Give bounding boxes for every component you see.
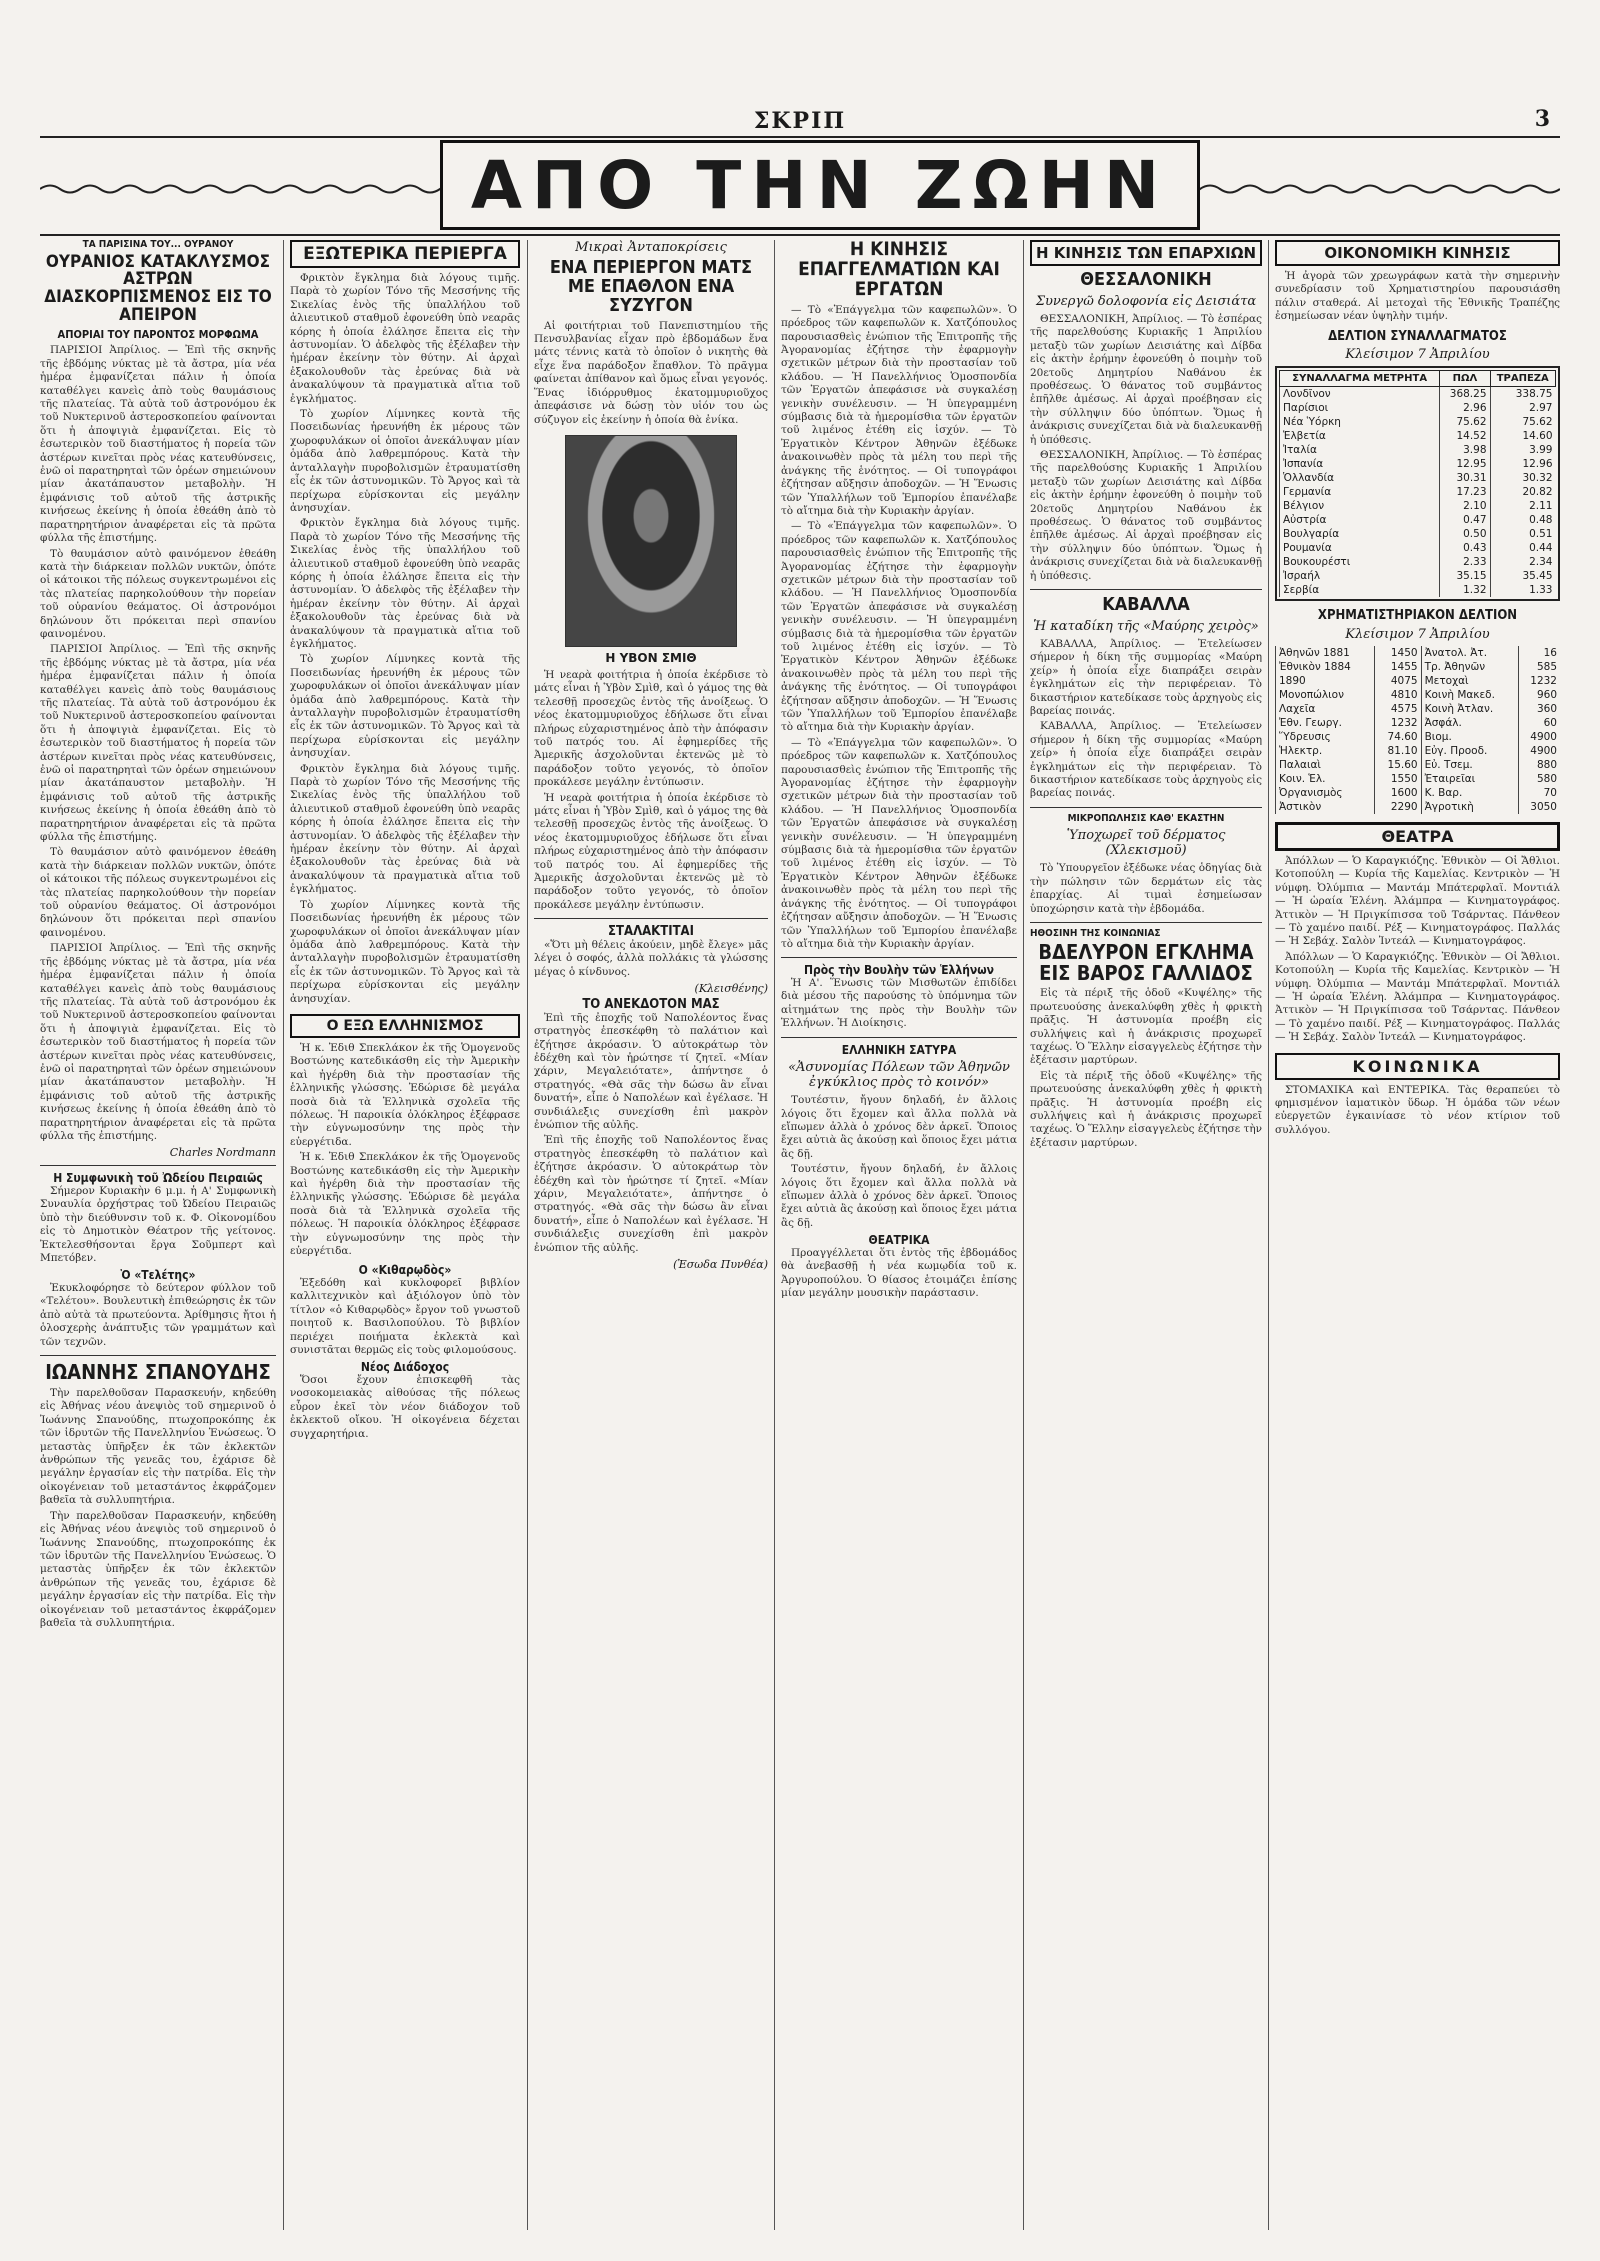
divider: [781, 1037, 1017, 1038]
table-date: Κλείσιμον 7 Ἀπριλίου: [1345, 347, 1490, 363]
section-body: [781, 1094, 1017, 1230]
paragraph: Ἀπόλλων — Ὁ Καραγκιόζης. Ἐθνικὸν — Οἱ Ἄθλιοι. Κοτοπούλη — Κυρία τῆς Καμελίας. Κεντρικὸν — Ἡ νύμφη. Ὀλύμπια — Μαντάμ Μπάτερφλαϊ. Μοντιάλ — Ἡ ὡραία Ἑλένη. Ἀλάμπρα — Κινηματογράφος. Ἀττικὸν — Ἡ Πριγκίπισσα τοῦ Τσάρντας. Πάνθεον — Τὸ χαμένο παιδί. Ρέξ — Κινηματογράφος. Παλλάς — Ἡ Σεβάχ. Σαλὸν Ἰντεάλ — Κινηματογράφος.: [1275, 854, 1560, 948]
table-cell: Ρουμανία: [1280, 541, 1440, 555]
table-cell: 880: [1518, 758, 1560, 772]
section-heading: ΧΡΗΜΑΤΙΣΤΗΡΙΑΚΟΝ ΔΕΛΤΙΟΝ: [1317, 608, 1518, 624]
table-cell: Ὁλλανδία: [1280, 471, 1440, 485]
column-4: [781, 240, 1017, 2235]
section-banner: [40, 140, 1560, 230]
table-cell: 1455: [1375, 660, 1422, 674]
table-cell: Ἀθηνῶν 1881: [1276, 646, 1375, 660]
article-body: [534, 320, 768, 427]
table-cell: 14.60: [1490, 429, 1555, 443]
table-cell: 2.10: [1440, 499, 1490, 513]
table-cell: 4575: [1375, 702, 1422, 716]
section-heading: Η Συμφωνικὴ τοῦ Ὠδείου Πειραιῶς: [53, 1171, 263, 1186]
article-headline: ΕΝΑ ΠΕΡΙΕΡΓΟΝ ΜΑΤΣ ΜΕ ΕΠΑΘΛΟΝ ΕΝΑ ΣΥΖΥΓΟΝ: [549, 257, 753, 316]
divider: [1030, 807, 1262, 808]
paragraph: Φρικτὸν ἔγκλημα διὰ λόγους τιμῆς. Παρὰ τὸ χωρίον Τόνο τῆς Μεσσήνης τῆς Σικελίας ἐνὸς τῆς ὑπαλλήλου τοῦ ἀλιευτικοῦ σταθμοῦ ἐφονεύθη ὑπὸ νεαρᾶς κόρης ἡ ὁποία ἐλάλησε ἔπειτα εἰς τὴν ἀστυνομίαν. Ὁ ἀδελφὸς τῆς ἐξέλαβεν τὴν ἡμέραν ἐκείνην τὸν θύτην. Αἱ ἀρχαὶ ἐξακολουθοῦν τὰς ἐρεύνας διὰ νὰ ἀνακαλύψουν τὰ πραγματικὰ αἴτια τοῦ ἐγκλήματος.: [290, 517, 520, 650]
table-cell: Γερμανία: [1280, 485, 1440, 499]
table-cell: 16: [1518, 646, 1560, 660]
column-divider: [1023, 240, 1024, 2230]
table-cell: 4810: [1375, 688, 1422, 702]
table-cell: 0.48: [1490, 513, 1555, 527]
table-cell: 1890: [1276, 674, 1375, 688]
table-cell: Σερβία: [1280, 583, 1440, 597]
section-heading: Ὁ «Τελέτης»: [120, 1268, 196, 1283]
section-subheading: «Ἀσυνομίας Πόλεων τῶν Ἀθηνῶν ἐγκύκλιος πρὸς τὸ κοινόν»: [788, 1060, 1010, 1091]
table-header-cell: ΤΡΑΠΕΖΑ: [1490, 371, 1555, 387]
paper-name: ΣΚΡΙΠ: [753, 108, 847, 134]
column-5: [1030, 240, 1262, 2235]
paragraph: Φρικτὸν ἔγκλημα διὰ λόγους τιμῆς. Παρὰ τὸ χωρίον Τόνο τῆς Μεσσήνης τῆς Σικελίας ἐνὸς τῆς ὑπαλλήλου τοῦ ἀλιευτικοῦ σταθμοῦ ἐφονεύθη ὑπὸ νεαρᾶς κόρης ἡ ὁποία ἐλάλησε ἔπειτα εἰς τὴν ἀστυνομίαν. Ὁ ἀδελφὸς τῆς ἐξέλαβεν τὴν ἡμέραν ἐκείνην τὸν θύτην. Αἱ ἀρχαὶ ἐξακολουθοῦν τὰς ἐρεύνας διὰ νὰ ἀνακαλύψουν τὰ πραγματικὰ αἴτια τοῦ ἐγκλήματος.: [290, 762, 520, 896]
table-cell: Ἀγροτικὴ: [1421, 800, 1518, 814]
section-subheading: Συνεργῶ δολοφονία εἰς Δεισιάτα: [1035, 293, 1257, 309]
table-cell: Λονδῖνον: [1280, 387, 1440, 402]
section-body: [781, 1247, 1017, 1301]
table-cell: Νέα Ὑόρκη: [1280, 415, 1440, 429]
table-cell: Ἰσπανία: [1280, 457, 1440, 471]
table-cell: 2.33: [1440, 555, 1490, 569]
paragraph: Ἐξεδόθη καὶ κυκλοφορεῖ βιβλίον καλλιτεχνικὸν καὶ ἀξιόλογον ὑπὸ τὸν τίτλον «ὁ Κιθαρῳδὸς» ἔργον τοῦ γνωστοῦ ποιητοῦ κ. Βασιλοπούλου. Τὸ βιβλίον περιέχει ποιήματα ἐκλεκτὰ καὶ συνιστᾶται θερμῶς εἰς τοὺς φιλομούσους.: [290, 1277, 520, 1357]
section-box-heading: Ο ΕΞΩ ΕΛΛΗΝΙΣΜΟΣ: [290, 1014, 520, 1038]
paragraph: Τὸ χωρίον Λίμνηκες κοντὰ τῆς Ποσειδωνίας ἠρευνήθη ἐκ μέρους τῶν χωροφυλάκων οἱ ὁποῖοι ἀνεκάλυψαν μίαν ὁμάδα ἀπὸ λαθρεμπόρους. Κατὰ τὴν ἀνταλλαγὴν πυροβολισμῶν ἐτραυματίσθη εἷς ἐκ τῶν ἀστυνομικῶν. Τὸ Ἄργος καὶ τὰ περίχωρα εὑρίσκονται εἰς μεγάλην ἀνησυχίαν.: [290, 898, 520, 1005]
table-row: [1280, 541, 1556, 555]
paragraph: — Τὸ «Ἐπάγγελμα τῶν καφεπωλῶν». Ὁ πρόεδρος τῶν καφεπωλῶν κ. Χατζόπουλος παρουσιασθεὶς ἐνώπιον τῆς Ἐπιτροπῆς τῆς Ἀγορανομίας ἐζήτησε τὴν ἐφαρμογὴν σχετικῶν μέτρων διὰ τὴν προστασίαν τοῦ κλάδου. — Ἡ Πανελλήνιος Ὁμοσπονδία τῶν Ἐργατῶν ἀπεφάσισε νὰ συγκαλέσῃ γενικὴν συνέλευσιν. — Ἡ ὑπεγραμμένη σύμβασις διὰ τὰ ἡμερομίσθια τῶν ἐργατῶν τοῦ λιμένος ἐτέθη εἰς ἰσχύν. — Τὸ Ἐργατικὸν Κέντρον Ἀθηνῶν ἐξέδωκε ἀνακοινωθὲν πρὸς τὰ μέλη του περὶ τῆς ἀνάγκης τῆς ἑνότητος. — Οἱ τυπογράφοι ἐζήτησαν αὔξησιν ἀποδοχῶν. — Ἡ Ἕνωσις τῶν Ὑπαλλήλων τοῦ Ἐμπορίου ἐπανέλαβε τὸ αἴτημα διὰ τὴν Κυριακὴν ἀργίαν.: [781, 520, 1017, 734]
section-body: [40, 1282, 276, 1349]
table-row: [1280, 429, 1556, 443]
divider: [1030, 922, 1262, 923]
table-cell: 15.60: [1375, 758, 1422, 772]
paragraph: Ἐπὶ τῆς ἐποχῆς τοῦ Ναπολέοντος ἕνας στρατηγὸς ἐπεσκέφθη τὸ παλάτιον καὶ ἐζήτησε ἀκρόασιν. Ὁ αὐτοκράτωρ τὸν ἐδέχθη καὶ τὸν ἠρώτησε τί ζητεῖ. «Μίαν χάριν, Μεγαλειότατε», ἀπήντησε ὁ στρατηγός. «Θὰ σᾶς τὴν δώσω ἂν εἶναι δυνατή», εἶπε ὁ Ναπολέων καὶ ἐγέλασε. Ἡ συνδιάλεξις συνεχίσθη ἐπὶ μακρὸν ἐνώπιον τῆς αὐλῆς.: [534, 1134, 768, 1254]
paragraph: Τὸ θαυμάσιον αὐτὸ φαινόμενον ἐθεάθη κατὰ τὴν διάρκειαν πολλῶν νυκτῶν, ὁπότε οἱ κάτοικοι τῆς πόλεως συγκεντρωμένοι εἰς τὰς πλατείας παρηκολούθουν τὴν πορείαν τοῦ οὐρανίου θεάματος. Οἱ ἀστρονόμοι δηλώνουν ὅτι πρόκειται περὶ σπανίου φαινομένου.: [40, 846, 276, 939]
paragraph: Εἰς τὰ πέριξ τῆς ὁδοῦ «Κυψέλης» τῆς πρωτευούσης ἀνεκαλύφθη χθὲς ἡ φρικτὴ πρᾶξις. Ἡ ἀστυνομία προέβη εἰς συλλήψεις καὶ ἡ ἀνάκρισις προχωρεῖ ταχέως. Ὁ Ἕλλην εἰσαγγελεὺς ἐζήτησε τὴν ἐξέτασιν μαρτύρων.: [1030, 987, 1262, 1067]
obituary-body: [40, 1387, 276, 1630]
article-body: [781, 304, 1017, 952]
table-cell: Μονοπώλιον: [1276, 688, 1375, 702]
section-box-heading: Η ΚΙΝΗΣΙΣ ΤΩΝ ΕΠΑΡΧΙΩΝ: [1030, 240, 1262, 266]
table-cell: 0.51: [1490, 527, 1555, 541]
table-cell: 35.15: [1440, 569, 1490, 583]
table-cell: Ἐθν. Γεωργ.: [1276, 716, 1375, 730]
paragraph: Προαγγέλλεται ὅτι ἐντὸς τῆς ἑβδομάδος θὰ ἀνεβασθῇ ἡ νέα κωμῳδία τοῦ κ. Ἀργυροπούλου. Ὁ θίασος ἑτοιμάζει ἐπίσης μίαν μεγάλην μουσικὴν παράστασιν.: [781, 1246, 1017, 1299]
table-cell: Κοινὴ Μακεδ.: [1421, 688, 1518, 702]
paragraph: Φρικτὸν ἔγκλημα διὰ λόγους τιμῆς. Παρὰ τὸ χωρίον Τόνο τῆς Μεσσήνης τῆς Σικελίας ἐνὸς τῆς ὑπαλλήλου τοῦ ἀλιευτικοῦ σταθμοῦ ἐφονεύθη ὑπὸ νεαρᾶς κόρης ἡ ὁποία ἐλάλησε ἔπειτα εἰς τὴν ἀστυνομίαν. Ὁ ἀδελφὸς τῆς ἐξέλαβεν τὴν ἡμέραν ἐκείνην τὸν θύτην. Αἱ ἀρχαὶ ἐξακολουθοῦν τὰς ἐρεύνας διὰ νὰ ἀνακαλύψουν τὰ πραγματικὰ αἴτια τοῦ ἐγκλήματος.: [290, 272, 520, 405]
table-cell: Ὀργανισμὸς: [1276, 786, 1375, 800]
table-cell: 1600: [1375, 786, 1422, 800]
table-cell: 2.34: [1490, 555, 1555, 569]
table-row: [1280, 443, 1556, 457]
divider: [1030, 589, 1262, 590]
table-cell: Ἡλεκτρ.: [1276, 744, 1375, 758]
table-cell: Αὐστρία: [1280, 513, 1440, 527]
table-row: [1280, 513, 1556, 527]
divider: [40, 1355, 276, 1356]
paragraph: Τὸ θαυμάσιον αὐτὸ φαινόμενον ἐθεάθη κατὰ τὴν διάρκειαν πολλῶν νυκτῶν, ὁπότε οἱ κάτοικοι τῆς πόλεως συγκεντρωμένοι εἰς τὰς πλατείας παρηκολούθουν τὴν πορείαν τοῦ οὐρανίου θεάματος. Οἱ ἀστρονόμοι δηλώνουν ὅτι πρόκειται περὶ σπανίου φαινομένου.: [40, 547, 276, 640]
article-kicker: Μικραὶ Ἀνταποκρίσεις: [575, 240, 727, 255]
section-heading: ΣΤΑΛΑΚΤΙΤΑΙ: [608, 924, 694, 940]
paragraph: Ἡ νεαρὰ φοιτήτρια ἡ ὁποία ἐκέρδισε τὸ μάτς εἶναι ἡ Ὑβὸν Σμὶθ, καὶ ὁ γάμος της θὰ τελεσθῇ προσεχῶς ἐντὸς τῆς ἀνοίξεως. Ὁ νέος ἑκατομμυριοῦχος ἐδήλωσε ὅτι εἶναι πλήρως εὐχαριστημένος ἀπὸ τὴν ἀπόφασιν τοῦ πατρός του. Αἱ ἐφημερίδες τῆς Ἀμερικῆς ἀσχολοῦνται ἐκτενῶς μὲ τὸ παράδοξον τοῦτο γεγονός, τὸ ὁποῖον προκάλεσε μεγάλην ἐντύπωσιν.: [534, 668, 768, 789]
paragraph: ΚΑΒΑΛΛΑ, Ἀπρίλιος. — Ἐτελείωσεν σήμερον ἡ δίκη τῆς συμμορίας «Μαύρη χείρ» ἡ ὁποία εἶχε διαπράξει σειρὰν ἐγκλημάτων εἰς τὴν περιφέρειαν. Τὸ δικαστήριον κατεδίκασε τοὺς ἀρχηγοὺς εἰς βαρείας ποινάς.: [1030, 720, 1262, 800]
section-heading: ΚΑΒΑΛΛΑ: [1102, 594, 1190, 616]
column-divider: [1268, 240, 1269, 2230]
portrait-photo: [565, 435, 737, 647]
table-cell: 30.31: [1440, 471, 1490, 485]
column-divider: [774, 240, 775, 2230]
paragraph: Τὴν παρελθοῦσαν Παρασκευήν, κηδεύθη εἰς Ἀθήνας νέου ἀνεψιὸς τοῦ σημερινοῦ ὁ Ἰωάννης Σπανούδης, πτωχοπροκόπης ἐκ τῶν ἱδρυτῶν τῆς Πανελληνίου Ἑνώσεως. Ὁ μεταστὰς ὑπῆρξεν ἐκ τῶν ἐκλεκτῶν ἀνθρώπων τῆς γενεᾶς του, ἐχάρισε δὲ μεγάλην ἐργασίαν εἰς τὴν πατρίδα. Εἰς τὴν οἰκογένειαν τοῦ μεταστάντος ἐκφράζομεν βαθεῖα τὰ συλλυπητήρια.: [40, 1509, 276, 1629]
paragraph: Ἐκυκλοφόρησε τὸ δεύτερον φύλλον τοῦ «Τελέτου». Βουλευτικὴ ἐπιθεώρησις ἐκ τῶν ἀπὸ αὐτὰ τὰ πρωτεύοντα. Ἀρίθμησις ἤτοι ἡ ὁλοσχερὴς ἀνάπτυξις τῶν γραμμάτων καὶ τῶν τεχνῶν.: [40, 1282, 276, 1348]
section-subheading: Ἡ καταδίκη τῆς «Μαύρης χειρὸς»: [1033, 618, 1259, 634]
section-heading: Ο «Κιθαρῳδὸς»: [358, 1263, 452, 1278]
paragraph: Ὅσοι ἔχουν ἐπισκεφθῆ τὰς νοσοκομειακὰς αἰθούσας τῆς πόλεως εὗρον ἐκεῖ τὸν νέον διάδοχον τοῦ ἐκλεκτοῦ οἴκου. Ἡ οἰκογένεια δέχεται συγχαρητήρια.: [290, 1374, 520, 1440]
paragraph: Τὸ Ὑπουργεῖον ἐξέδωκε νέας ὁδηγίας διὰ τὴν πώλησιν τῶν δερμάτων εἰς τὰς ἐπαρχίας. Αἱ τιμαὶ ἐσημείωσαν ὑποχώρησιν κατὰ τὴν ἑβδομάδα.: [1030, 862, 1262, 915]
author-signature: (Ἐσωδα Πυνθέα): [673, 1258, 768, 1272]
table-row: [1276, 688, 1561, 702]
table-row: [1280, 485, 1556, 499]
table-row: [1276, 772, 1561, 786]
stock-table: [1275, 646, 1560, 814]
banner-title: ΑΠΟ ΤΗΝ ΖΩΗΝ: [440, 140, 1200, 230]
table-row: [1276, 730, 1561, 744]
table-row: [1276, 702, 1561, 716]
photo-caption: Η ΥΒΟΝ ΣΜΙΘ: [605, 650, 697, 665]
table-cell: 580: [1518, 772, 1560, 786]
paragraph: Σήμερον Κυριακὴν 6 μ.μ. ἡ Α' Συμφωνικὴ Συναυλία ὀρχήστρας τοῦ Ὠδείου Πειραιῶς ὑπὸ τὴν διεύθυνσιν τοῦ κ. Φ. Οἰκονομίδου εἰς τὸ Δημοτικὸν Θέατρον τῆς γείτονος. Ἐκτελεσθήσονται ἔργα Σοῦμπερτ καὶ Μπετόβεν.: [40, 1184, 276, 1265]
article-headline: Η ΚΙΝΗΣΙΣ ΕΠΑΓΓΕΛΜΑΤΙΩΝ ΚΑΙ ΕΡΓΑΤΩΝ: [798, 240, 1000, 300]
table-cell: 74.60: [1375, 730, 1422, 744]
paragraph: Ἡ νεαρὰ φοιτήτρια ἡ ὁποία ἐκέρδισε τὸ μάτς εἶναι ἡ Ὑβὸν Σμὶθ, καὶ ὁ γάμος της θὰ τελεσθῇ προσεχῶς ἐντὸς τῆς ἀνοίξεως. Ὁ νέος ἑκατομμυριοῦχος ἐδήλωσε ὅτι εἶναι πλήρως εὐχαριστημένος ἀπὸ τὴν ἀπόφασιν τοῦ πατρός του. Αἱ ἐφημερίδες τῆς Ἀμερικῆς ἀσχολοῦνται ἐκτενῶς μὲ τὸ παράδοξον τοῦτο γεγονός, τὸ ὁποῖον προκάλεσε μεγάλην ἐντύπωσιν.: [534, 791, 768, 911]
table-cell: Λαχεῖα: [1276, 702, 1375, 716]
paragraph: ΣΤΟΜΑΧΙΚΑ καὶ ΕΝΤΕΡΙΚΑ. Τὰς θεραπεύει τὸ φημισμένον ἰαματικὸν ὕδωρ. Ἡ ὁμάδα τῶν νέων εὐεργετῶν ἐγκαινίασε τὸ νέον κτίριον τοῦ συλλόγου.: [1275, 1083, 1560, 1136]
section-heading: ΕΛΛΗΝΙΚΗ ΣΑΤΥΡΑ: [841, 1042, 957, 1057]
paragraph: «Ὅτι μὴ θέλεις ἀκούειν, μηδὲ ἔλεγε» μᾶς λέγει ὁ σοφός, ἀλλὰ πολλάκις τὰ γλώσσης μέγας ὁ κίνδυνος.: [534, 938, 768, 978]
table-cell: 1450: [1375, 646, 1422, 660]
section-heading: Πρὸς τὴν Βουλὴν τῶν Ἑλλήνων: [804, 963, 994, 978]
section-body: [1275, 855, 1560, 1045]
table-row: [1280, 387, 1556, 402]
table-row: [1276, 674, 1561, 688]
table-cell: Κ. Βαρ.: [1421, 786, 1518, 800]
table-row: [1276, 800, 1561, 814]
table-cell: 3.99: [1490, 443, 1555, 457]
article-headline: ΒΔΕΛΥΡΟΝ ΕΓΚΛΗΜΑ ΕΙΣ ΒΑΡΟΣ ΓΑΛΛΙΔΟΣ: [1038, 940, 1254, 986]
exchange-table: [1279, 370, 1556, 597]
table-cell: 360: [1518, 702, 1560, 716]
author-signature: (Κλεισθένης): [694, 982, 768, 996]
section-heading: ΔΕΛΤΙΟΝ ΣΥΝΑΛΛΑΓΜΑΤΟΣ: [1328, 328, 1507, 344]
paragraph: ΠΑΡΙΣΙΟΙ Ἀπρίλιος. — Ἐπὶ τῆς σκηνῆς τῆς ἐβδόμης νύκτας μὲ τὰ ἄστρα, μία νέα ἡμέρα ἐμφανίζεται πάλιν ἡ ὁποία καταθέλγει κανεὶς ἀπὸ τοὺς θαυμάσιους τῆς πλατείας. Τὰ αὐτὰ τοῦ ἀστρονόμου ἐκ τοῦ Νυκτερινοῦ ἀστεροσκοπείου φαίνονται ὅτι ἡ ἀποψιγιὰ ἐμφανίζεται. Εἰς τὸ ἐσωτερικὸν τοῦ διαστήματος ἡ πορεία τῶν ἀστέρων κινεῖται πρὸς νέας κατευθύνσεις, ἐνῶ οἱ παρατηρηταὶ τῶν ὀρέων σημειώνουν μίαν ἀκατάπαυστον μεταβολὴν. Ἡ ἐμφάνισις τοῦ αὐτοῦ τῆς ἁστρικῆς κινήσεως ἐκείνης ἡ ὁποία ἐθεάθη ἀπὸ τὸ παρατηρητήριον ἀναφέρεται εἰς τὰ πρῶτα φύλλα τῆς ἐπιστήμης.: [40, 942, 276, 1142]
table-cell: Ἀσφάλ.: [1421, 716, 1518, 730]
table-cell: 12.96: [1490, 457, 1555, 471]
column-1: [40, 240, 276, 2235]
table-cell: Παρίσιοι: [1280, 401, 1440, 415]
section-body: [290, 1042, 520, 1259]
table-cell: Κοινὴ Ἀτλαν.: [1421, 702, 1518, 716]
section-body: [290, 1277, 520, 1357]
table-row: [1280, 555, 1556, 569]
paragraph: Ἡ Α'. Ἕνωσις τῶν Μισθωτῶν ἐπιδίδει διὰ μέσου τῆς παρούσης τὸ ὑπόμνημα τῶν αἰτημάτων της πρὸς τὴν Βουλὴν τῶν Ἑλλήνων. Ἡ Διοίκησις.: [781, 976, 1017, 1030]
paragraph: Τὸ χωρίον Λίμνηκες κοντὰ τῆς Ποσειδωνίας ἠρευνήθη ἐκ μέρους τῶν χωροφυλάκων οἱ ὁποῖοι ἀνεκάλυψαν μίαν ὁμάδα ἀπὸ λαθρεμπόρους. Κατὰ τὴν ἀνταλλαγὴν πυροβολισμῶν ἐτραυματίσθη εἷς ἐκ τῶν ἀστυνομικῶν. Τὸ Ἄργος καὶ τὰ περίχωρα εὑρίσκονται εἰς μεγάλην ἀνησυχίαν.: [290, 408, 520, 514]
table-cell: 60: [1518, 716, 1560, 730]
running-head: [40, 108, 1560, 138]
paragraph: Εἰς τὰ πέριξ τῆς ὁδοῦ «Κυψέλης» τῆς πρωτευούσης ἀνεκαλύφθη χθὲς ἡ φρικτὴ πρᾶξις. Ἡ ἀστυνομία προέβη εἰς συλλήψεις καὶ ἡ ἀνάκρισις προχωρεῖ ταχέως. Ὁ Ἕλλην εἰσαγγελεὺς ἐζήτησε τὴν ἐξέτασιν μαρτύρων.: [1030, 1069, 1262, 1149]
page-number: 3: [1534, 106, 1550, 132]
table-cell: 81.10: [1375, 744, 1422, 758]
table-row: [1280, 457, 1556, 471]
article-kicker: ΤΑ ΠΑΡΙΣΙΝΑ ΤΟΥ... ΟΥΡΑΝΟΥ: [82, 240, 234, 250]
article-kicker: ΗΘΟΣΙΝΗ ΤΗΣ ΚΟΙΝΩΝΙΑΣ: [1030, 927, 1161, 939]
column-divider: [527, 240, 528, 2230]
table-cell: Ἰσραήλ: [1280, 569, 1440, 583]
table-cell: Ἑλβετία: [1280, 429, 1440, 443]
table-cell: 1232: [1518, 674, 1560, 688]
section-heading: Νέος Διάδοχος: [360, 1360, 450, 1375]
table-cell: 20.82: [1490, 485, 1555, 499]
table-cell: 70: [1518, 786, 1560, 800]
column-divider: [283, 240, 284, 2230]
divider: [534, 918, 768, 919]
section-body: [1275, 1084, 1560, 1138]
table-cell: 17.23: [1440, 485, 1490, 499]
table-cell: 2.96: [1440, 401, 1490, 415]
section-box-heading: ΘΕΑΤΡΑ: [1275, 822, 1560, 851]
author-signature: Charles Nordmann: [169, 1146, 276, 1160]
table-cell: 2290: [1375, 800, 1422, 814]
table-cell: 1550: [1375, 772, 1422, 786]
table-row: [1280, 471, 1556, 485]
paragraph: Αἱ φοιτήτριαι τοῦ Πανεπιστημίου τῆς Πενσυλβανίας εἶχαν πρὸ ἑβδομάδων ἕνα μάτς τέννις κατὰ τὸ ὁποῖον ὁ νικητὴς θὰ εἶχε ἕνα παράδοξον ἔπαθλον. Τὸ πρᾶγμα φαίνεται ἀπίθανον καὶ ὅμως εἶναι γεγονός. Ἕνας ἰδιόρρυθμος ἑκατομμυριοῦχος ἀπεφάσισε νὰ δώσῃ τὸν υἱόν του ὡς σύζυγον εἰς ἐκείνην ἡ ὁποία θὰ ἐνίκα.: [534, 319, 768, 426]
section-subheading: Ὑποχωρεῖ τοῦ δέρματος (Χλεκισμοῦ): [1066, 828, 1226, 859]
table-header-cell: ΠΩΛ: [1440, 371, 1490, 387]
table-row: [1276, 758, 1561, 772]
paragraph: Τουτέστιν, ἤγουν δηλαδή, ἐν ἄλλοις λόγοις ὅτι ἔχομεν καὶ ἄλλα πολλὰ νὰ εἴπωμεν ἀλλὰ ὁ χρόνος δὲν ἀρκεῖ. Ὅποιος ἔχει αὐτιὰ ἂς ἀκούσῃ καὶ ὅποιος ἔχει μάτια ἂς δῇ.: [781, 1163, 1017, 1229]
table-cell: 1232: [1375, 716, 1422, 730]
table-row: [1276, 660, 1561, 674]
table-row: [1276, 646, 1561, 660]
divider: [40, 1165, 276, 1166]
section-box-heading: ΕΞΩΤΕΡΙΚΑ ΠΕΡΙΕΡΓΑ: [290, 240, 520, 268]
table-cell: 3050: [1518, 800, 1560, 814]
table-cell: Τρ. Ἀθηνῶν: [1421, 660, 1518, 674]
article-headline: ΟΥΡΑΝΙΟΣ ΚΑΤΑΚΛΥΣΜΟΣ ΑΣΤΡΩΝ ΔΙΑΣΚΟΡΠΙΣΜΕΝΟΣ ΕΙΣ ΤΟ ΑΠΕΙΡΟΝ: [44, 251, 272, 326]
table-row: [1280, 415, 1556, 429]
table-cell: 4900: [1518, 730, 1560, 744]
table-cell: 4900: [1518, 744, 1560, 758]
paragraph: Τουτέστιν, ἤγουν δηλαδή, ἐν ἄλλοις λόγοις ὅτι ἔχομεν καὶ ἄλλα πολλὰ νὰ εἴπωμεν ἀλλὰ ὁ χρόνος δὲν ἀρκεῖ. Ὅποιος ἔχει αὐτιὰ ἂς ἀκούσῃ καὶ ὅποιος ἔχει μάτια ἂς δῇ.: [781, 1094, 1017, 1160]
paragraph: Ἐπὶ τῆς ἐποχῆς τοῦ Ναπολέοντος ἕνας στρατηγὸς ἐπεσκέφθη τὸ παλάτιον καὶ ἐζήτησε ἀκρόασιν. Ὁ αὐτοκράτωρ τὸν ἐδέχθη καὶ τὸν ἠρώτησε τί ζητεῖ. «Μίαν χάριν, Μεγαλειότατε», ἀπήντησε ὁ στρατηγός. «Θὰ σᾶς τὴν δώσω ἂν εἶναι δυνατή», εἶπε ὁ Ναπολέων καὶ ἐγέλασε. Ἡ συνδιάλεξις συνεχίσθη ἐπὶ μακρὸν ἐνώπιον τῆς αὐλῆς.: [534, 1011, 768, 1131]
column-3: [534, 240, 768, 2235]
section-heading: ΜΙΚΡΟΠΩΛΗΣΙΣ ΚΑΘ' ΕΚΑΣΤΗΝ: [1067, 812, 1225, 824]
paragraph: ΘΕΣΣΑΛΟΝΙΚΗ, Ἀπρίλιος. — Τὸ ἑσπέρας τῆς παρελθούσης Κυριακῆς 1 Ἀπριλίου μεταξὺ τῶν χωρίων Δεισιάτης καὶ Δίβδα εἰς ἀκτὴν ἐρήμην ἐφονεύθη ὁ ποιμὴν τοῦ 20ετοῦς Δημητρίου Ναθάνου ἐκ προθέσεως. Ὁ θάνατος τοῦ συμβάντος ἐπῆλθε ἀμέσως. Αἱ ἀρχαὶ προέβησαν εἰς τὴν σύλληψιν δύο ὑπόπτων. Ὅμως ἡ ἀνάκρισις συνεχίζεται διὰ νὰ διαλευκανθῇ ἡ ὑπόθεσις.: [1030, 312, 1262, 446]
table-row: [1280, 583, 1556, 597]
section-body: [1030, 638, 1262, 801]
table-cell: 75.62: [1440, 415, 1490, 429]
masthead-rule: [40, 136, 1560, 138]
paragraph: ΠΑΡΙΣΙΟΙ Ἀπρίλιος. — Ἐπὶ τῆς σκηνῆς τῆς ἐβδόμης νύκτας μὲ τὰ ἄστρα, μία νέα ἡμέρα ἐμφανίζεται πάλιν ἡ ὁποία καταθέλγει κανεὶς ἀπὸ τοὺς θαυμάσιους τῆς πλατείας. Τὰ αὐτὰ τοῦ ἀστρονόμου ἐκ τοῦ Νυκτερινοῦ ἀστεροσκοπείου φαίνονται ὅτι ἡ ἀποψιγιὰ ἐμφανίζεται. Εἰς τὸ ἐσωτερικὸν τοῦ διαστήματος ἡ πορεία τῶν ἀστέρων κινεῖται πρὸς νέας κατευθύνσεις, ἐνῶ οἱ παρατηρηταὶ τῶν ὀρέων σημειώνουν μίαν ἀκατάπαυστον μεταβολὴν. Ἡ ἐμφάνισις τοῦ αὐτοῦ τῆς ἁστρικῆς κινήσεως ἐκείνης ἡ ὁποία ἐθεάθη ἀπὸ τὸ παρατηρητήριον ἀναφέρεται εἰς τὰ πρῶτα φύλλα τῆς ἐπιστήμης.: [40, 643, 276, 844]
table-cell: 3.98: [1440, 443, 1490, 457]
paragraph: — Τὸ «Ἐπάγγελμα τῶν καφεπωλῶν». Ὁ πρόεδρος τῶν καφεπωλῶν κ. Χατζόπουλος παρουσιασθεὶς ἐνώπιον τῆς Ἐπιτροπῆς τῆς Ἀγορανομίας ἐζήτησε τὴν ἐφαρμογὴν σχετικῶν μέτρων διὰ τὴν προστασίαν τοῦ κλάδου. — Ἡ Πανελλήνιος Ὁμοσπονδία τῶν Ἐργατῶν ἀπεφάσισε νὰ συγκαλέσῃ γενικὴν συνέλευσιν. — Ἡ ὑπεγραμμένη σύμβασις διὰ τὰ ἡμερομίσθια τῶν ἐργατῶν τοῦ λιμένος ἐτέθη εἰς ἰσχύν. — Τὸ Ἐργατικὸν Κέντρον Ἀθηνῶν ἐξέδωκε ἀνακοινωθὲν πρὸς τὰ μέλη του περὶ τῆς ἀνάγκης τῆς ἑνότητος. — Οἱ τυπογράφοι ἐζήτησαν αὔξησιν ἀποδοχῶν. — Ἡ Ἕνωσις τῶν Ὑπαλλήλων τοῦ Ἐμπορίου ἐπανέλαβε τὸ αἴτημα διὰ τὴν Κυριακὴν ἀργίαν.: [781, 736, 1017, 950]
table-cell: Ἐθνικὸν 1884: [1276, 660, 1375, 674]
table-header-cell: ΣΥΝΑΛΛΑΓΜΑ ΜΕΤΡΗΤΑ: [1280, 371, 1440, 387]
section-heading: ΘΕΣΣΑΛΟΝΙΚΗ: [1080, 269, 1212, 290]
table-cell: 14.52: [1440, 429, 1490, 443]
table-cell: 585: [1518, 660, 1560, 674]
article-body: [40, 344, 276, 1143]
paragraph: ΘΕΣΣΑΛΟΝΙΚΗ, Ἀπρίλιος. — Τὸ ἑσπέρας τῆς παρελθούσης Κυριακῆς 1 Ἀπριλίου μεταξὺ τῶν χωρίων Δεισιάτης καὶ Δίβδα εἰς ἀκτὴν ἐρήμην ἐφονεύθη ὁ ποιμὴν τοῦ 20ετοῦς Δημητρίου Ναθάνου ἐκ προθέσεως. Ὁ θάνατος τοῦ συμβάντος ἐπῆλθε ἀμέσως. Αἱ ἀρχαὶ προέβησαν εἰς τὴν σύλληψιν δύο ὑπόπτων. Ὅμως ἡ ἀνάκρισις συνεχίζεται διὰ νὰ διαλευκανθῇ ἡ ὑπόθεσις.: [1030, 448, 1262, 582]
table-cell: Βιομ.: [1421, 730, 1518, 744]
paragraph: Ἡ κ. Ἐδιθ Σπεκλάκον ἐκ τῆς Ὁμογενοῦς Βοστώνης κατεδικάσθη εἰς τὴν Ἀμερικὴν καὶ ἠγέρθη διὰ τὴν προστασίαν τῆς ἑλληνικῆς γλώσσης. Ἐδώρισε δὲ μεγάλα ποσὰ διὰ τὰ Ἑλληνικὰ σχολεῖα τῆς πόλεως. Ἡ παροικία ὁλόκληρος ἐξέφρασε τὴν εὐγνωμοσύνην της πρὸς τὴν εὐεργέτιδα.: [290, 1151, 520, 1258]
exchange-table-frame: [1275, 366, 1560, 601]
section-body: [290, 272, 520, 1006]
table-cell: 368.25: [1440, 387, 1490, 402]
section-body: [40, 1185, 276, 1265]
section-box-heading: ΚΟΙΝΩΝΙΚΑ: [1275, 1053, 1560, 1080]
table-cell: 0.44: [1490, 541, 1555, 555]
section-body: [1275, 270, 1560, 324]
table-cell: 35.45: [1490, 569, 1555, 583]
obituary-heading: ΙΩΑΝΝΗΣ ΣΠΑΝΟΥΔΗΣ: [45, 1360, 271, 1385]
table-cell: 12.95: [1440, 457, 1490, 471]
table-cell: 0.43: [1440, 541, 1490, 555]
table-cell: Ὕδρευσις: [1276, 730, 1375, 744]
table-cell: 2.11: [1490, 499, 1555, 513]
article-body: [534, 669, 768, 912]
table-row: [1276, 786, 1561, 800]
column-2: [290, 240, 520, 2235]
table-cell: Βουκουρέστι: [1280, 555, 1440, 569]
divider: [781, 957, 1017, 958]
section-body: [290, 1374, 520, 1441]
table-cell: 0.50: [1440, 527, 1490, 541]
paragraph: Ἀπόλλων — Ὁ Καραγκιόζης. Ἐθνικὸν — Οἱ Ἄθλιοι. Κοτοπούλη — Κυρία τῆς Καμελίας. Κεντρικὸν — Ἡ νύμφη. Ὀλύμπια — Μαντάμ Μπάτερφλαϊ. Μοντιάλ — Ἡ ὡραία Ἑλένη. Ἀλάμπρα — Κινηματογράφος. Ἀττικὸν — Ἡ Πριγκίπισσα τοῦ Τσάρντας. Πάνθεον — Τὸ χαμένο παιδί. Ρέξ — Κινηματογράφος. Παλλάς — Ἡ Σεβάχ. Σαλὸν Ἰντεάλ — Κινηματογράφος.: [1275, 950, 1560, 1044]
table-cell: 30.32: [1490, 471, 1555, 485]
table-cell: 1.33: [1490, 583, 1555, 597]
table-cell: 960: [1518, 688, 1560, 702]
table-cell: Βέλγιον: [1280, 499, 1440, 513]
table-cell: Ἀνατολ. Ἀτ.: [1421, 646, 1518, 660]
table-row: [1276, 744, 1561, 758]
section-body: [1030, 862, 1262, 916]
section-body: [534, 939, 768, 979]
paragraph: Ἡ ἀγορὰ τῶν χρεωγράφων κατὰ τὴν σημερινὴν συνεδρίασιν τοῦ Χρηματιστηρίου παρουσιάσθη πάλιν σταθερά. Αἱ μετοχαὶ τῆς Ἐθνικῆς Τραπέζης ἐσημείωσαν νέαν ὑψηλὴν τιμήν.: [1275, 270, 1560, 323]
section-body: [534, 1012, 768, 1255]
table-row: [1280, 569, 1556, 583]
section-heading: ΘΕΑΤΡΙΚΑ: [868, 1233, 930, 1248]
article-body: [1030, 987, 1262, 1150]
section-box-heading: ΟΙΚΟΝΟΜΙΚΗ ΚΙΝΗΣΙΣ: [1275, 240, 1560, 266]
table-cell: Κοιν. Ἑλ.: [1276, 772, 1375, 786]
table-cell: 75.62: [1490, 415, 1555, 429]
paragraph: Τὸ χωρίον Λίμνηκες κοντὰ τῆς Ποσειδωνίας ἠρευνήθη ἐκ μέρους τῶν χωροφυλάκων οἱ ὁποῖοι ἀνεκάλυψαν μίαν ὁμάδα ἀπὸ λαθρεμπόρους. Κατὰ τὴν ἀνταλλαγὴν πυροβολισμῶν ἐτραυματίσθη εἷς ἐκ τῶν ἀστυνομικῶν. Τὸ Ἄργος καὶ τὰ περίχωρα εὑρίσκονται εἰς μεγάλην ἀνησυχίαν.: [290, 653, 520, 760]
table-row: [1276, 716, 1561, 730]
article-subhead: ΑΠΟΡΙΑΙ ΤΟΥ ΠΑΡΟΝΤΟΣ ΜΟΡΦΩΜΑ: [57, 327, 259, 341]
table-cell: Ἐταιρεῖαι: [1421, 772, 1518, 786]
table-cell: Βουλγαρία: [1280, 527, 1440, 541]
table-cell: Εὐ. Τσεμ.: [1421, 758, 1518, 772]
paragraph: — Τὸ «Ἐπάγγελμα τῶν καφεπωλῶν». Ὁ πρόεδρος τῶν καφεπωλῶν κ. Χατζόπουλος παρουσιασθεὶς ἐνώπιον τῆς Ἐπιτροπῆς τῆς Ἀγορανομίας ἐζήτησε τὴν ἐφαρμογὴν σχετικῶν μέτρων διὰ τὴν προστασίαν τοῦ κλάδου. — Ἡ Πανελλήνιος Ὁμοσπονδία τῶν Ἐργατῶν ἀπεφάσισε νὰ συγκαλέσῃ γενικὴν συνέλευσιν. — Ἡ ὑπεγραμμένη σύμβασις διὰ τὰ ἡμερομίσθια τῶν ἐργατῶν τοῦ λιμένος ἐτέθη εἰς ἰσχύν. — Τὸ Ἐργατικὸν Κέντρον Ἀθηνῶν ἐξέδωκε ἀνακοινωθὲν πρὸς τὰ μέλη του περὶ τῆς ἀνάγκης τῆς ἑνότητος. — Οἱ τυπογράφοι ἐζήτησαν αὔξησιν ἀποδοχῶν. — Ἡ Ἕνωσις τῶν Ὑπαλλήλων τοῦ Ἐμπορίου ἐπανέλαβε τὸ αἴτημα διὰ τὴν Κυριακὴν ἀργίαν.: [781, 303, 1017, 517]
table-date: Κλείσιμον 7 Ἀπριλίου: [1345, 626, 1490, 642]
table-cell: 4075: [1375, 674, 1422, 688]
paragraph: ΚΑΒΑΛΛΑ, Ἀπρίλιος. — Ἐτελείωσεν σήμερον ἡ δίκη τῆς συμμορίας «Μαύρη χείρ» ἡ ὁποία εἶχε διαπράξει σειρὰν ἐγκλημάτων εἰς τὴν περιφέρειαν. Τὸ δικαστήριον κατεδίκασε τοὺς ἀρχηγοὺς εἰς βαρείας ποινάς.: [1030, 637, 1262, 717]
table-cell: 2.97: [1490, 401, 1555, 415]
table-cell: Ἀστικὸν: [1276, 800, 1375, 814]
banner-rule: [40, 234, 1560, 236]
table-cell: 0.47: [1440, 513, 1490, 527]
table-cell: 338.75: [1490, 387, 1555, 402]
paragraph: Τὴν παρελθοῦσαν Παρασκευήν, κηδεύθη εἰς Ἀθήνας νέου ἀνεψιὸς τοῦ σημερινοῦ ὁ Ἰωάννης Σπανούδης, πτωχοπροκόπης ἐκ τῶν ἱδρυτῶν τῆς Πανελληνίου Ἑνώσεως. Ὁ μεταστὰς ὑπῆρξεν ἐκ τῶν ἐκλεκτῶν ἀνθρώπων τῆς γενεᾶς του, ἐχάρισε δὲ μεγάλην ἐργασίαν εἰς τὴν πατρίδα. Εἰς τὴν οἰκογένειαν τοῦ μεταστάντος ἐκφράζομεν βαθεῖα τὰ συλλυπητήρια.: [40, 1387, 276, 1507]
paragraph: ΠΑΡΙΣΙΟΙ Ἀπρίλιος. — Ἐπὶ τῆς σκηνῆς τῆς ἐβδόμης νύκτας μὲ τὰ ἄστρα, μία νέα ἡμέρα ἐμφανίζεται πάλιν ἡ ὁποία καταθέλγει κανεὶς ἀπὸ τοὺς θαυμάσιους τῆς πλατείας. Τὰ αὐτὰ τοῦ ἀστρονόμου ἐκ τοῦ Νυκτερινοῦ ἀστεροσκοπείου φαίνονται ὅτι ἡ ἀποψιγιὰ ἐμφανίζεται. Εἰς τὸ ἐσωτερικὸν τοῦ διαστήματος ἡ πορεία τῶν ἀστέρων κινεῖται πρὸς νέας κατευθύνσεις, ἐνῶ οἱ παρατηρηταὶ τῶν ὀρέων σημειώνουν μίαν ἀκατάπαυστον μεταβολὴν. Ἡ ἐμφάνισις τοῦ αὐτοῦ τῆς ἁστρικῆς κινήσεως ἐκείνης ἡ ὁποία ἐθεάθη ἀπὸ τὸ παρατηρητήριον ἀναφέρεται εἰς τὰ πρῶτα φύλλα τῆς ἐπιστήμης.: [40, 344, 276, 545]
paragraph: Ἡ κ. Ἐδιθ Σπεκλάκον ἐκ τῆς Ὁμογενοῦς Βοστώνης κατεδικάσθη εἰς τὴν Ἀμερικὴν καὶ ἠγέρθη διὰ τὴν προστασίαν τῆς ἑλληνικῆς γλώσσης. Ἐδώρισε δὲ μεγάλα ποσὰ διὰ τὰ Ἑλληνικὰ σχολεῖα τῆς πόλεως. Ἡ παροικία ὁλόκληρος ἐξέφρασε τὴν εὐγνωμοσύνην της πρὸς τὴν εὐεργέτιδα.: [290, 1041, 520, 1148]
column-6: [1275, 240, 1560, 2235]
section-body: [781, 977, 1017, 1031]
table-row: [1280, 499, 1556, 513]
table-cell: Εὐγ. Προοδ.: [1421, 744, 1518, 758]
section-body: [1030, 313, 1262, 583]
table-cell: Μετοχαὶ: [1421, 674, 1518, 688]
table-cell: 1.32: [1440, 583, 1490, 597]
table-cell: Παλαιαὶ: [1276, 758, 1375, 772]
section-heading: ΤΟ ΑΝΕΚΔΟΤΟΝ ΜΑΣ: [582, 997, 720, 1013]
table-row: [1280, 527, 1556, 541]
table-row: [1280, 401, 1556, 415]
table-cell: Ἰταλία: [1280, 443, 1440, 457]
